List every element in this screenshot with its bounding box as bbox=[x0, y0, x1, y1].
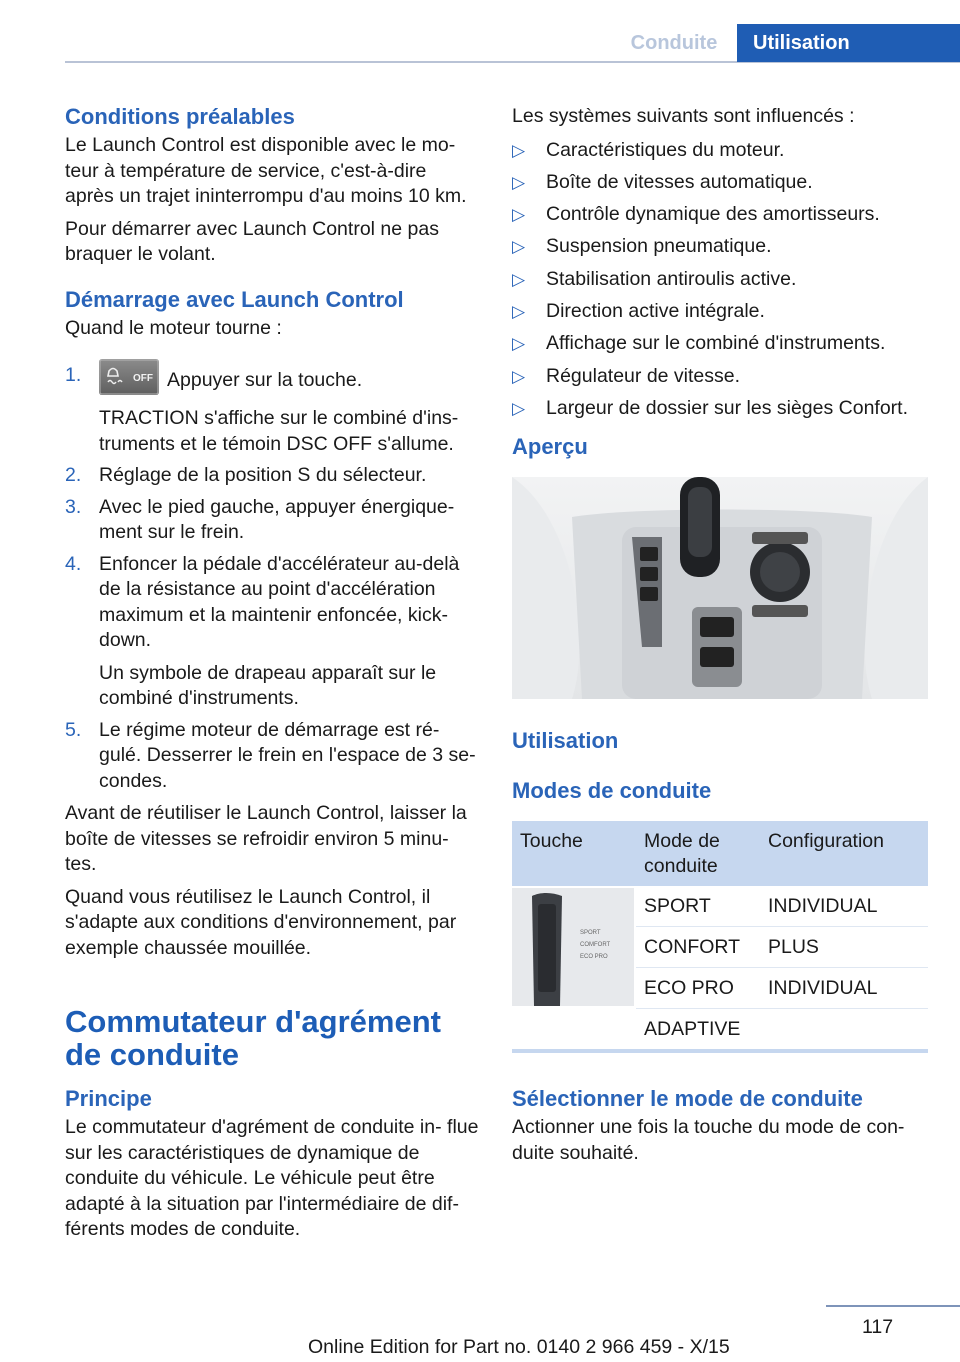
para-principe: Le commutateur d'agrément de conduite in‐ flue sur les caractéristiques de dynamique de conduite du véhicule. Le véhicule peut être adapté à la situation par l'intermédiaire de dif‐ férents modes de conduite. bbox=[65, 1116, 479, 1240]
switch-label-comfort: COMFORT bbox=[580, 942, 611, 949]
step-number: 5. bbox=[65, 718, 82, 741]
switch-label-sport: SPORT bbox=[580, 930, 601, 937]
cell-mode: ADAPTIVE bbox=[644, 1018, 741, 1041]
triangle-bullet-icon: ▷ bbox=[512, 334, 526, 354]
step-text: Réglage de la position S du sélecteur. bbox=[99, 464, 427, 486]
list-item: ▷ Affichage sur le combiné d'instruments. bbox=[512, 331, 928, 357]
heading-conditions: Conditions préalables bbox=[65, 104, 295, 129]
step-text: Le régime moteur de démarrage est ré‐ gulé. Desserrer le frein en l'espace de 3 se‐ condes. bbox=[99, 718, 476, 792]
para-actionner: Actionner une fois la touche du mode de con‐ duite souhaité. bbox=[512, 1116, 905, 1164]
tab-utilisation[interactable]: Utilisation bbox=[737, 24, 960, 62]
step-subtext: TRACTION s'affiche sur le combiné d'ins‐ truments et le témoin DSC OFF s'allume. bbox=[99, 407, 459, 455]
step-number: 4. bbox=[65, 552, 82, 575]
systems-list bbox=[512, 138, 928, 422]
cell-config: INDIVIDUAL bbox=[760, 968, 928, 1009]
col-header-mode: Mode de conduite bbox=[636, 821, 760, 886]
para-systemes: Les systèmes suivants sont influencés : bbox=[512, 105, 855, 127]
para-conditions-2: Pour démarrer avec Launch Control ne pas braquer le volant. bbox=[65, 217, 439, 265]
dsc-off-button-label: OFF bbox=[133, 373, 153, 384]
page-number: 117 bbox=[862, 1316, 894, 1338]
step-2 bbox=[65, 463, 480, 489]
cell-empty bbox=[512, 1009, 636, 1050]
step-number: 3. bbox=[65, 495, 82, 518]
heading-selectionner: Sélectionner le mode de conduite bbox=[512, 1086, 863, 1112]
cell-config: PLUS bbox=[760, 927, 928, 968]
edition-footer: Online Edition for Part no. 0140 2 966 459 - X/15 bbox=[308, 1336, 730, 1358]
list-item: ▷ Régulateur de vitesse. bbox=[512, 364, 928, 390]
heading-commutateur: Commutateur d'agrément de conduite bbox=[65, 1004, 441, 1072]
step-3 bbox=[65, 495, 480, 546]
step-text: Avec le pied gauche, appuyer énergique‐ ment sur le frein. bbox=[99, 495, 455, 543]
heading-demarrage: Démarrage avec Launch Control bbox=[65, 286, 404, 312]
col-header-configuration: Configuration bbox=[760, 821, 928, 886]
table-row bbox=[512, 1009, 928, 1050]
triangle-bullet-icon: ▷ bbox=[512, 172, 526, 192]
cell-mode: ECO PRO bbox=[636, 968, 760, 1009]
cell-config: INDIVIDUAL bbox=[760, 886, 928, 927]
heading-modes: Modes de conduite bbox=[512, 778, 712, 804]
para-avant: Avant de réutiliser le Launch Control, laisser la boîte de vitesses se refroidir environ 5 minu‐ tes. bbox=[65, 802, 467, 875]
para-conditions-1: Le Launch Control est disponible avec le mo‐ teur à température de service, c'est-à-dire après un trajet ininterrompu d'au moins 10 km. bbox=[65, 134, 467, 207]
cell-mode: CONFORT bbox=[636, 927, 760, 968]
right-column bbox=[512, 100, 928, 1166]
list-item: ▷ Contrôle dynamique des amortisseurs. bbox=[512, 202, 928, 228]
step-number: 2. bbox=[65, 464, 82, 486]
footer-rule bbox=[826, 1305, 960, 1307]
steps-list bbox=[65, 363, 480, 794]
triangle-bullet-icon: ▷ bbox=[512, 205, 526, 225]
list-item: ▷ Largeur de dossier sur les sièges Confort. bbox=[512, 396, 928, 422]
step-1 bbox=[65, 363, 480, 457]
step-text: Appuyer sur la touche. bbox=[167, 369, 363, 392]
triangle-bullet-icon: ▷ bbox=[512, 269, 526, 289]
heading-apercu: Aperçu bbox=[512, 434, 588, 460]
heading-principe: Principe bbox=[65, 1086, 152, 1111]
dsc-off-button-icon bbox=[99, 359, 159, 395]
switch-label-ecopro: ECO PRO bbox=[580, 954, 608, 961]
heading-utilisation: Utilisation bbox=[512, 728, 619, 754]
list-item: ▷ Boîte de vitesses automatique. bbox=[512, 170, 928, 196]
cell-mode: SPORT bbox=[636, 886, 760, 927]
triangle-bullet-icon: ▷ bbox=[512, 140, 526, 160]
cell-config bbox=[760, 1009, 928, 1050]
mode-switch-image bbox=[512, 886, 636, 1009]
center-console-photo bbox=[512, 477, 928, 699]
modes-table bbox=[512, 821, 928, 1053]
triangle-bullet-icon: ▷ bbox=[512, 366, 526, 386]
table-row bbox=[512, 886, 928, 927]
table-bottom-rule bbox=[512, 1049, 928, 1053]
list-item: ▷ Direction active intégrale. bbox=[512, 299, 928, 325]
col-header-touche: Touche bbox=[512, 821, 636, 886]
para-quand-vous: Quand vous réutilisez le Launch Control, il s'adapte aux conditions d'environnement, par exemple chaussée mouillée. bbox=[65, 885, 457, 959]
step-subtext: Un symbole de drapeau apparaît sur le combiné d'instruments. bbox=[99, 661, 437, 709]
step-5 bbox=[65, 718, 480, 795]
triangle-bullet-icon: ▷ bbox=[512, 301, 526, 321]
tab-conduite[interactable]: Conduite bbox=[630, 32, 718, 54]
list-item: ▷ Stabilisation antiroulis active. bbox=[512, 267, 928, 293]
list-item: ▷ Caractéristiques du moteur. bbox=[512, 138, 928, 164]
table-header-row bbox=[512, 821, 928, 886]
triangle-bullet-icon: ▷ bbox=[512, 237, 526, 257]
left-column bbox=[65, 100, 480, 1243]
triangle-bullet-icon: ▷ bbox=[512, 398, 526, 418]
step-4 bbox=[65, 552, 480, 712]
para-quand: Quand le moteur tourne : bbox=[65, 316, 282, 339]
step-text: Enfoncer la pédale d'accélérateur au-delà de la résistance au point d'accélération maximum et la maintenir enfoncée, kick‐ down. bbox=[99, 552, 460, 651]
list-item: ▷ Suspension pneumatique. bbox=[512, 234, 928, 260]
step-number: 1. bbox=[65, 364, 82, 386]
